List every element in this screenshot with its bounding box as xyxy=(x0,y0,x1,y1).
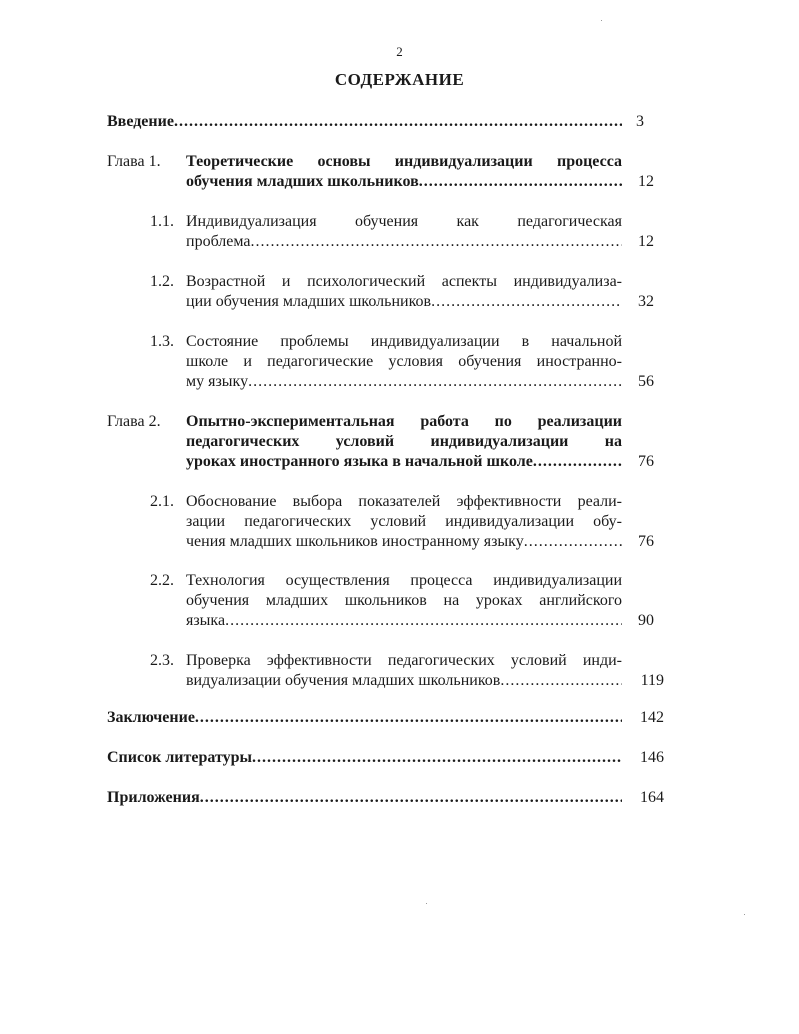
scan-speck xyxy=(601,20,602,21)
dot-leader xyxy=(195,708,622,728)
toc-line: Состояние проблемы индивидуализации в начальной xyxy=(186,333,622,350)
toc-page-section-2-1: 76 xyxy=(638,533,654,550)
toc-page-references: 146 xyxy=(640,749,664,766)
toc-entry-text: Заключение xyxy=(107,709,195,726)
chapter-1-label: Глава 1. xyxy=(107,153,161,170)
toc-line: чения младших школьников иностранному языку xyxy=(186,533,524,550)
toc-entry-references xyxy=(107,748,622,768)
toc-page-section-2-3: 119 xyxy=(640,672,664,689)
dot-leader xyxy=(419,172,622,192)
toc-page-section-1-3: 56 xyxy=(638,373,654,390)
toc-title: СОДЕРЖАНИЕ xyxy=(334,70,465,89)
toc-line: Обоснование выбора показателей эффективности реали- xyxy=(186,493,622,510)
toc-line: уроках иностранного языка в начальной школе xyxy=(186,453,533,470)
toc-entry-section-1-3 xyxy=(186,332,622,392)
toc-entry-intro xyxy=(107,112,622,132)
toc-entry-appendices xyxy=(107,788,622,808)
toc-line: школе и педагогические условия обучения иностранно- xyxy=(186,353,622,370)
toc-line: обучения младших школьников на уроках английского xyxy=(186,592,622,609)
toc-entry-chapter-2 xyxy=(186,412,622,472)
toc-line: му языку xyxy=(186,373,249,390)
section-1-2-number: 1.2. xyxy=(150,273,174,290)
toc-page-chapter-1: 12 xyxy=(638,173,654,190)
toc-page-section-1-2: 32 xyxy=(638,293,654,310)
scan-speck xyxy=(744,914,745,915)
toc-line: проблема xyxy=(186,233,251,250)
dot-leader xyxy=(252,748,622,768)
dot-leader xyxy=(500,671,622,691)
section-2-1-number: 2.1. xyxy=(150,493,174,510)
toc-line: Проверка эффективности педагогических условий инди- xyxy=(186,652,622,669)
dot-leader xyxy=(524,532,622,552)
toc-page-section-2-2: 90 xyxy=(638,612,654,629)
dot-leader xyxy=(248,372,622,392)
page-number: 2 xyxy=(396,44,403,59)
toc-page-section-1-1: 12 xyxy=(638,233,654,250)
toc-entry-section-2-3 xyxy=(186,651,622,691)
toc-page-chapter-2: 76 xyxy=(638,453,654,470)
toc-line: языка xyxy=(186,612,226,629)
dot-leader xyxy=(174,112,622,132)
toc-line: Возрастной и психологический аспекты индивидуализа- xyxy=(186,273,622,290)
toc-line: обучения младших школьников xyxy=(186,173,419,190)
dot-leader xyxy=(533,452,622,472)
section-2-2-number: 2.2. xyxy=(150,572,174,589)
toc-line: зации педагогических условий индивидуализации обу- xyxy=(186,513,622,530)
toc-entry-text: Приложения xyxy=(107,789,200,806)
toc-entry-section-2-1 xyxy=(186,492,622,552)
dot-leader xyxy=(431,292,622,312)
toc-line: педагогических условий индивидуализации на xyxy=(186,433,622,450)
section-2-3-number: 2.3. xyxy=(150,652,174,669)
toc-entry-section-2-2 xyxy=(186,571,622,631)
toc-entry-conclusion xyxy=(107,708,622,728)
toc-page-appendices: 164 xyxy=(640,789,664,806)
toc-entry-text: Введение xyxy=(107,113,174,130)
toc-line: Опытно-экспериментальная работа по реализации xyxy=(186,413,622,430)
dot-leader xyxy=(251,232,622,252)
toc-page-conclusion: 142 xyxy=(640,709,664,726)
toc-line: Теоретические основы индивидуализации процесса xyxy=(186,153,622,170)
toc-line: Индивидуализация обучения как педагогическая xyxy=(186,213,622,230)
toc-line: ции обучения младших школьников xyxy=(186,293,432,310)
section-1-1-number: 1.1. xyxy=(150,213,174,230)
toc-line: видуализации обучения младших школьников xyxy=(186,672,501,689)
dot-leader xyxy=(200,788,622,808)
dot-leader xyxy=(225,611,622,631)
toc-entry-text: Список литературы xyxy=(107,749,252,766)
chapter-2-label: Глава 2. xyxy=(107,413,161,430)
toc-page-intro: 3 xyxy=(636,113,644,130)
toc-entry-section-1-1 xyxy=(186,212,622,252)
scan-speck xyxy=(426,903,427,904)
section-1-3-number: 1.3. xyxy=(150,333,174,350)
toc-line: Технология осуществления процесса индивидуализации xyxy=(186,572,622,589)
toc-entry-chapter-1 xyxy=(186,152,622,192)
toc-entry-section-1-2 xyxy=(186,272,622,312)
